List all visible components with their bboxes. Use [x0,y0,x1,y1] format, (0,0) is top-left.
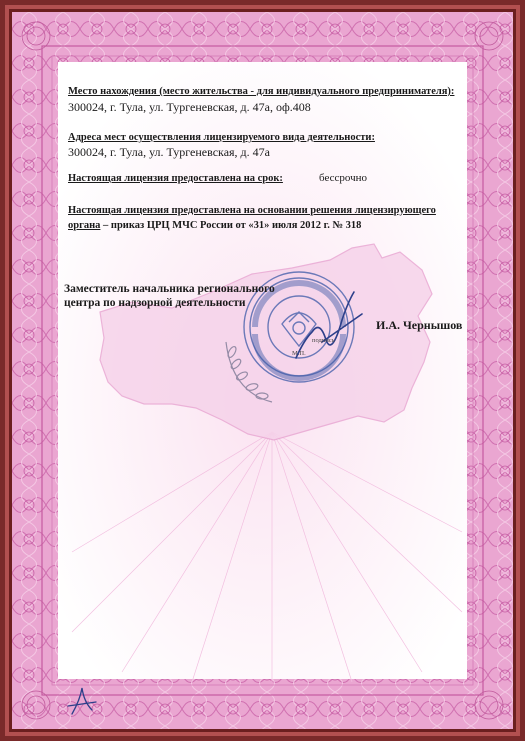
license-certificate-page [12,12,513,729]
license-term-value: бессрочно [319,172,368,184]
basis-organ-word: органа [68,220,101,231]
signer-position-line1: Заместитель начальника регионального [64,283,275,295]
signer-position-line2: центра по надзорной деятельности [64,297,246,309]
license-basis-label: Настоящая лицензия предоставлена на основании решения лицензирующего [68,205,436,216]
stamp-caption: М.П. [292,350,306,357]
activity-address-value: 300024, г. Тула, ул. Тургеневская, д. 47а [68,145,270,159]
activity-address-label: Адреса мест осуществления лицензируемого вида деятельности: [68,132,375,143]
license-text-content [12,12,513,729]
basis-order-text: – приказ ЦРЦ МЧС России от «31» июля 2012 г. № 318 [100,220,362,231]
signature-caption: подпись [312,337,335,344]
license-basis-order [68,220,361,231]
signer-name: И.А. Чернышов [376,318,463,332]
license-term-label: Настоящая лицензия предоставлена на срок: [68,173,283,184]
location-value: 300024, г. Тула, ул. Тургеневская, д. 47а, оф.408 [68,100,311,114]
location-label: Место нахождения (место жительства - для индивидуального предпринимателя): [68,86,455,97]
